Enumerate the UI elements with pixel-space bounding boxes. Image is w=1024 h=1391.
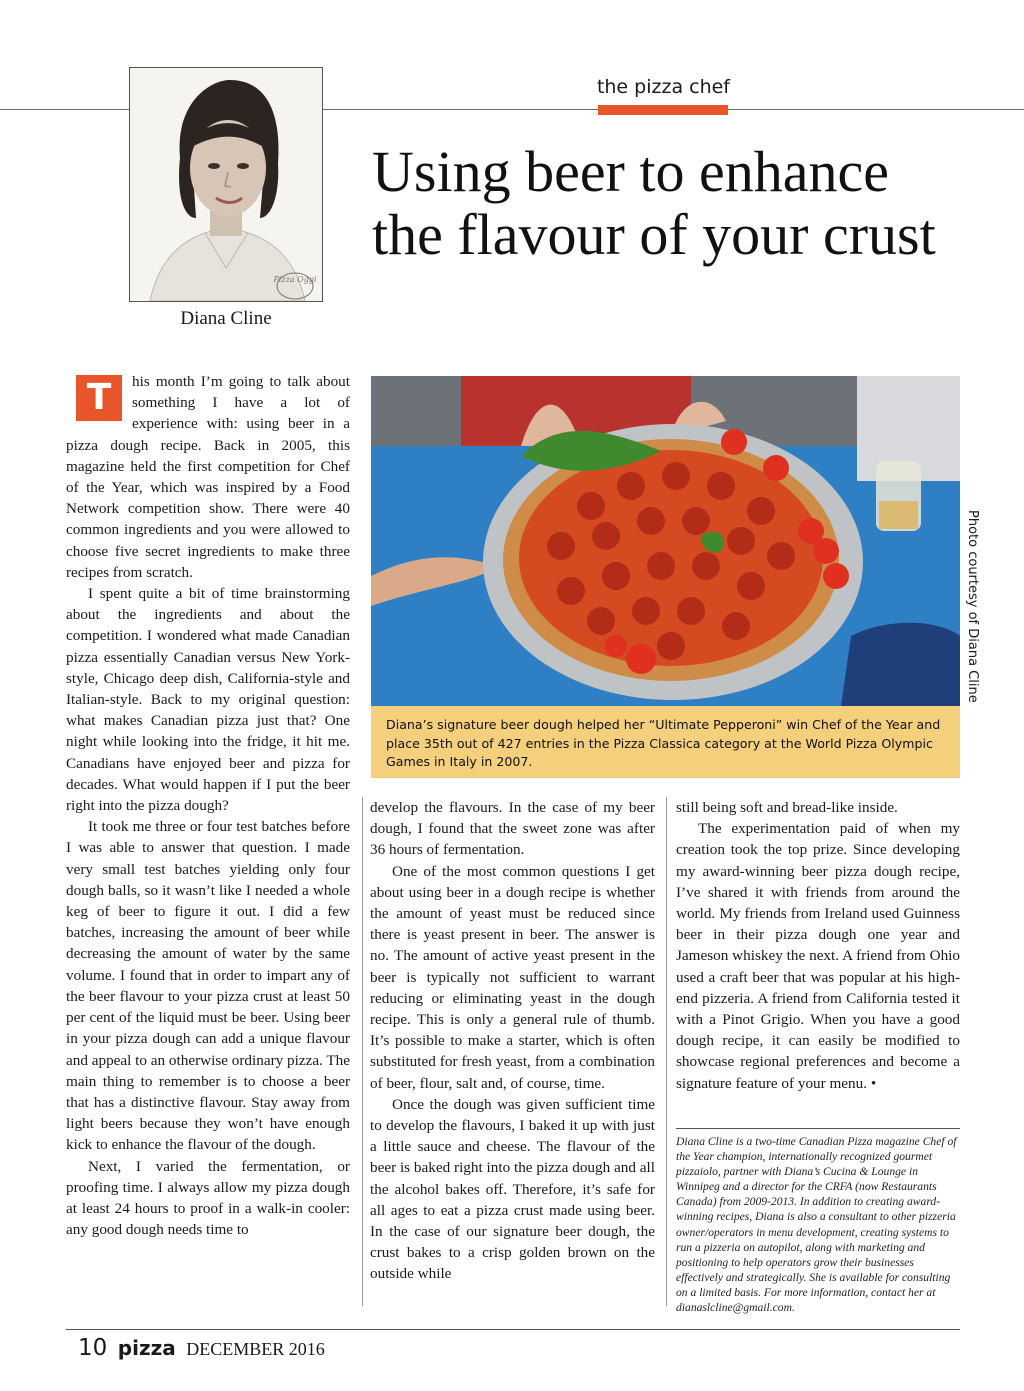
footer-rule [66, 1329, 960, 1330]
article-headline: Using beer to enhance the flavour of your crust [372, 139, 936, 267]
paragraph-7: Once the dough was given sufficient time to develop the flavours, I baked it up with just a little sauce and cheese. The flavour of the beer is baked right into the pizza dough and all the alcohol bakes off. Therefore, it’s safe for all ages to eat a pizza crust made using beer. In the case of our signature beer dough, the crust bakes to a crisp golden brown on the outside while [370, 1095, 655, 1283]
paragraph-2: I spent quite a bit of time brainstorming about the ingredients and about the competition. I wondered what made Canadian pizza essentially Canadian versus New York-style, Chicago deep dish, California-style and Italian-style. Back to my original question: what makes Canadian pizza just that? One night while looking into the fridge, it hit me. Canadians have enjoyed beer and pizza for decades. What would happen if I put the beer right into the pizza dough? [66, 585, 350, 815]
issue-date: DECEMBER 2016 [186, 1339, 325, 1359]
paragraph-9: The experimentation paid of when my creation took the top prize. Since developing my award-winning beer pizza dough recipe, I’ve shared it with friends from around the world. My friends from Ireland used Guinness beer in their pizza dough one year and Jameson whiskey the next. A friend from Ohio used a craft beer that was popular at his high-end pizzeria. A friend from California tested it with a Pinot Grigio. When you have a good dough recipe, it can easily be modified to showcase regional preferences and become a signature feature of your menu. • [676, 820, 960, 1092]
column-divider [666, 797, 667, 1306]
photo-caption: Diana’s signature beer dough helped her “Ultimate Pepperoni” win Chef of the Year and place 35th out of 427 entries in the Pizza Classica category at the World Pizza Olympic Games in Italy in 2007. [386, 717, 941, 769]
paragraph-3: It took me three or four test batches before I was able to answer that question. I made very small test batches yielding only four dough balls, so it wasn’t like I needed a whole keg of beer to figure it out. I did a few batches, increasing the amount of beer while decreasing the amount of water by the same volume. I found that in order to impart any of the beer flavour to your pizza crust at least 50 per cent of the liquid must be beer. Using beer in your pizza dough can add a unique flavour and appeal to an otherwise ordinary pizza. The main thing to remember is to choose a beer that has a distinctive flavour. Stay away from light beers because they won’t have enough kick to enhance the flavour of the dough. [66, 818, 350, 1154]
body-column-1 [66, 371, 350, 1240]
paragraph-6: One of the most common questions I get about using beer in a dough recipe is whether the amount of yeast must be reduced since there is yeast present in beer. The answer is no. The amount of active yeast present in the beer is typically not sufficient to warrant reducing or eliminating yeast in the dough recipe. This is only a general rule of thumb. It’s possible to make a starter, which is often substituted for fresh yeast, from a combination of beer, flour, salt and, of course, time. [370, 862, 655, 1092]
author-portrait [129, 67, 323, 302]
body-column-3 [676, 797, 960, 1094]
author-bio: Diana Cline is a two-time Canadian Pizza magazine Chef of the Year champion, internationally recognized gourmet pizzaiolo, partner with Diana’s Cucina & Lounge in Winnipeg and a director for the CRFA (now Restaurants Canada) from 2009-2013. In addition to creating award-winning recipes, Diana is also a consultant to other pizzeria owner/operators in menu development, creating systems to run a pizzeria on autopilot, along with marketing and positioning to help operators grow their businesses effectively and strategically. She is available for consulting on a limited basis. For more information, contact her at dianaslcline@gmail.com. [676, 1135, 957, 1315]
column-divider [362, 797, 363, 1306]
paragraph-1: T his month I’m going to talk about something I have a lot of experience with: using beer in a pizza dough recipe. Back in 2005, this magazine held the first competition for Chef of the Year, which was inspired by a Food Network competition show. There were 40 common ingredients and you were allowed to choose five secret ingredients to make three recipes from scratch. [66, 373, 350, 581]
paragraph-8: still being soft and bread-like inside. [676, 799, 898, 816]
magazine-name: pizza [117, 1336, 176, 1360]
photo-credit: Photo courtesy of Diana Cline [965, 510, 980, 703]
section-accent-bar [598, 105, 728, 115]
paragraph-4: Next, I varied the fermentation, or proofing time. I always allow my pizza dough at least 24 hours to proof in a walk-in cooler: any good dough needs time to [66, 1157, 350, 1239]
section-label: the pizza chef [596, 76, 730, 98]
bio-rule [676, 1128, 960, 1129]
folio [78, 1335, 325, 1361]
pizza-photo [371, 376, 960, 706]
drop-cap: T [76, 375, 122, 421]
page-number: 10 [78, 1335, 108, 1361]
paragraph-5: develop the flavours. In the case of my beer dough, I found that the sweet zone was after 36 hours of fermentation. [370, 799, 655, 859]
body-column-2 [370, 797, 655, 1285]
portrait-logo: Pizza Oggi [273, 275, 317, 284]
author-caption: Diana Cline [180, 308, 272, 329]
